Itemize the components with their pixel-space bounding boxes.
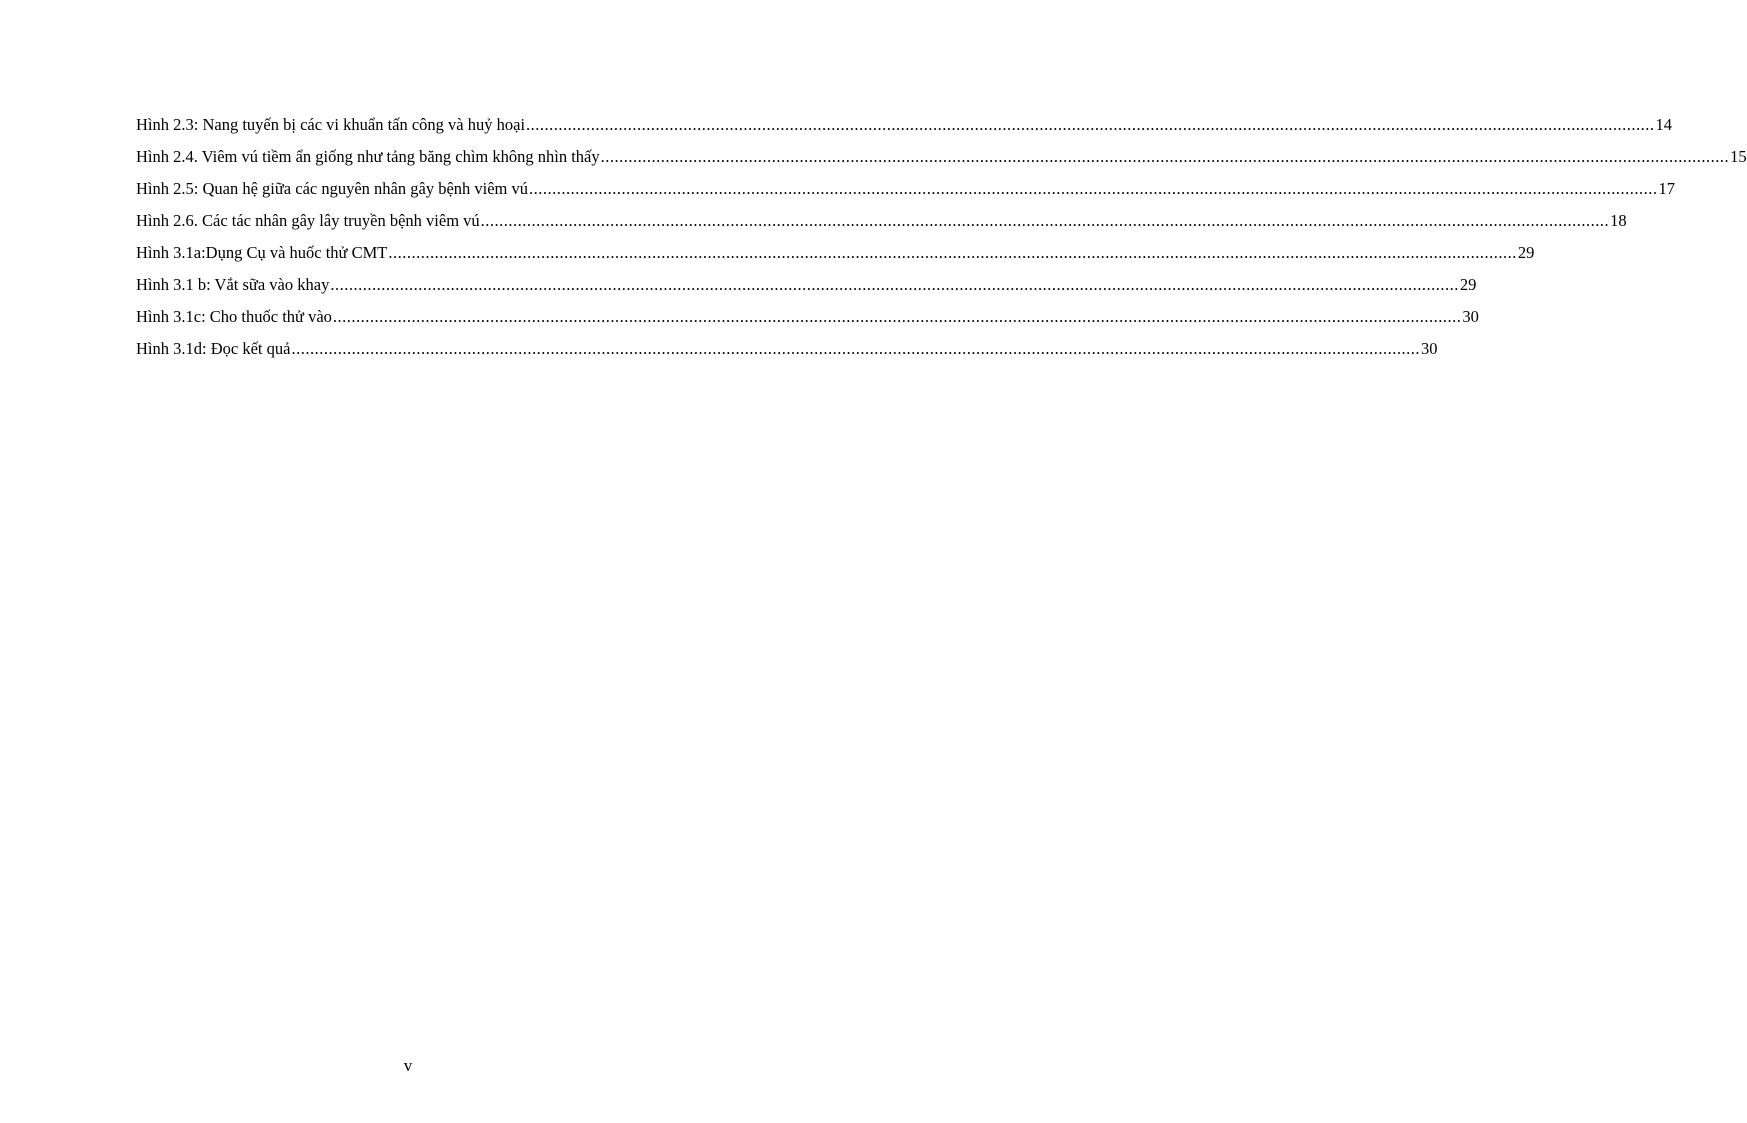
toc-entry[interactable] <box>136 274 1477 306</box>
toc-entry-page: 15 <box>1730 147 1747 166</box>
toc-entry-page: 30 <box>1462 307 1479 326</box>
toc-dot-leader <box>480 210 1611 232</box>
toc-entry-page: 30 <box>1420 339 1438 358</box>
toc-entry-page: 29 <box>1459 275 1477 294</box>
toc-entry[interactable] <box>136 114 1673 146</box>
toc-entry-label: Hình 3.1 b: Vắt sữa vào khay <box>136 275 330 294</box>
toc-dot-leader <box>332 306 1463 328</box>
toc-entry-page: 17 <box>1658 179 1676 198</box>
toc-entry-label: Hình 2.6. Các tác nhân gây lây truyền bệnh viêm vú <box>136 211 480 230</box>
toc-entry[interactable] <box>136 306 1479 338</box>
toc-entry-label: Hình 2.5: Quan hệ giữa các nguyên nhân gây bệnh viêm vú <box>136 179 529 198</box>
toc-entry-page: 14 <box>1655 115 1673 134</box>
toc-dot-leader <box>525 114 1656 136</box>
toc-entry-label: Hình 3.1c: Cho thuốc thử vào <box>136 307 332 326</box>
toc-entry-page: 18 <box>1610 211 1627 230</box>
list-of-figures <box>136 114 1747 370</box>
toc-dot-leader <box>387 242 1518 264</box>
toc-entry[interactable] <box>136 178 1676 210</box>
toc-entry[interactable] <box>136 146 1747 178</box>
toc-dot-leader <box>600 146 1731 168</box>
toc-entry-label: Hình 3.1a:Dụng Cụ và huốc thử CMT <box>136 243 388 262</box>
toc-entry[interactable] <box>136 338 1438 370</box>
toc-entry-page: 29 <box>1517 243 1535 262</box>
toc-dot-leader <box>290 338 1421 360</box>
toc-entry-label: Hình 2.4. Viêm vú tiềm ẩn giống như tảng băng chìm không nhìn thấy <box>136 147 600 166</box>
toc-dot-leader <box>528 178 1659 200</box>
page-number: v <box>403 1056 413 1075</box>
toc-entry[interactable] <box>136 242 1535 274</box>
toc-entry-label: Hình 3.1d: Đọc kết quả <box>136 339 291 358</box>
toc-dot-leader <box>329 274 1460 296</box>
toc-entry[interactable] <box>136 210 1627 242</box>
toc-entry-label: Hình 2.3: Nang tuyến bị các vi khuẩn tấn công và huỷ hoại <box>136 115 526 134</box>
